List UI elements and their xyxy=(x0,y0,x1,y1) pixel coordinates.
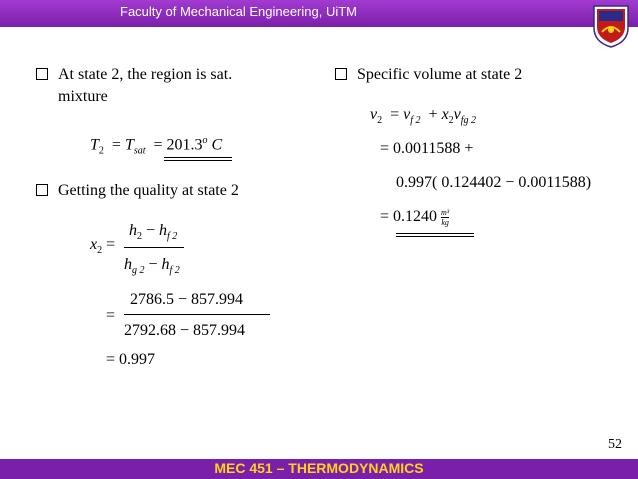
right-bullet-1 xyxy=(335,64,522,86)
quality-numeric-bar xyxy=(124,314,270,315)
footer-title: MEC 451 – THERMODYNAMICS xyxy=(214,460,424,476)
quality-denominator: $h_{g 2} - h_{f 2}$ xyxy=(124,256,180,276)
checkbox-bullet-icon xyxy=(36,68,48,80)
uitm-logo-icon xyxy=(590,2,632,48)
temperature-underline-2 xyxy=(164,160,232,161)
volume-line-3: 0.997( 0.124402 − 0.0011588) xyxy=(396,174,592,191)
left-bullet-1-cont: mixture xyxy=(58,88,108,105)
footer-bar xyxy=(0,459,638,479)
left-bullet-1 xyxy=(36,64,326,86)
right-bullet-1-text: Specific volume at state 2 xyxy=(357,66,523,83)
volume-underline xyxy=(396,233,474,234)
temperature-equation: $T_2 = T_{sat} = 201.3^o$ C xyxy=(90,135,223,157)
quality-numeric-eq: = xyxy=(106,307,116,324)
temperature-underline xyxy=(164,157,232,158)
header-bar xyxy=(0,0,638,27)
checkbox-bullet-icon xyxy=(335,68,347,80)
quality-lhs: $x_2$ = xyxy=(90,236,116,256)
quality-result: = 0.997 xyxy=(106,351,156,368)
volume-line-2: = 0.0011588 + xyxy=(380,140,474,157)
quality-fraction-bar xyxy=(124,247,184,248)
volume-unit: $\frac{\text{m³}}{kg}$ xyxy=(441,208,450,227)
volume-line-4: = 0.1240 $\frac{\text{m³}}{kg}$ xyxy=(380,208,450,227)
volume-underline-2 xyxy=(396,236,474,237)
quality-numeric-denominator: 2792.68 − 857.994 xyxy=(124,322,246,339)
quality-numeric-numerator: 2786.5 − 857.994 xyxy=(130,291,244,308)
checkbox-bullet-icon xyxy=(36,184,48,196)
bullet-1-line-1: At state 2, the region is sat. xyxy=(58,66,233,83)
left-bullet-2 xyxy=(36,180,239,202)
bullet-2-text: Getting the quality at state 2 xyxy=(58,182,239,199)
volume-line-1: $v_2 = v_{f 2} + x_2v_{fg 2}$ xyxy=(370,106,477,126)
page-number: 52 xyxy=(608,437,622,452)
quality-numerator: $h_2 - h_{f 2}$ xyxy=(129,222,178,242)
header-title: Faculty of Mechanical Engineering, UiTM xyxy=(120,4,357,19)
